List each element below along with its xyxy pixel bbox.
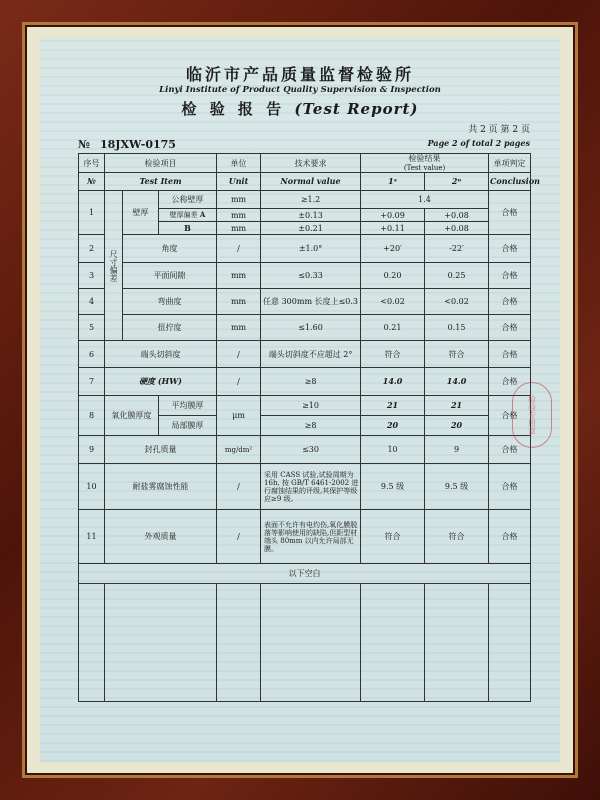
table-row	[79, 510, 531, 564]
report-number-label: №	[78, 138, 90, 151]
row-result-1: 14.0	[361, 368, 425, 396]
row-verdict: 合格	[489, 191, 531, 235]
group-dimension: 尺寸偏差	[105, 191, 123, 341]
row-unit: mm	[217, 315, 261, 341]
row-no: 10	[79, 464, 105, 510]
empty-row	[79, 584, 531, 702]
empty-cell	[489, 584, 531, 702]
row-result-2: 0.25	[425, 263, 489, 289]
header-item: 检验项目	[105, 154, 217, 173]
row-verdict: 合格	[489, 510, 531, 564]
table-row	[79, 235, 531, 263]
row-result-2: 0.15	[425, 315, 489, 341]
table-row	[79, 289, 531, 315]
table-row	[79, 396, 531, 416]
row-item: 耐盐雾腐蚀性能	[105, 464, 217, 510]
row-unit: μm	[217, 396, 261, 436]
row-result-1: 20	[361, 416, 425, 436]
row-unit: mg/dm²	[217, 436, 261, 464]
row-result-2: 9.5 级	[425, 464, 489, 510]
row-unit: mm	[217, 222, 261, 235]
header-result-sub: (Test value)	[403, 164, 446, 173]
header-result-2: 2ⁿ	[425, 173, 489, 191]
table-row	[79, 191, 531, 209]
group-wall: 壁厚	[123, 191, 159, 235]
row-no: 4	[79, 289, 105, 315]
page-count-cn: 共 2 页 第 2 页	[468, 125, 530, 135]
row-verdict: 合格	[489, 368, 531, 396]
row-verdict: 合格	[489, 263, 531, 289]
row-no: 11	[79, 510, 105, 564]
row-item: 平均膜厚	[159, 396, 217, 416]
row-result-2: <0.02	[425, 289, 489, 315]
row-no: 6	[79, 341, 105, 368]
row-item: 局部膜厚	[159, 416, 217, 436]
table-row	[79, 436, 531, 464]
header-requirement-en: Normal value	[261, 173, 361, 191]
row-item: 外观质量	[105, 510, 217, 564]
institute-name-en: Linyi Institute of Product Quality Supervision & Inspection	[159, 85, 441, 95]
group-oxide: 氧化膜厚度	[105, 396, 159, 436]
row-requirement: 表面不允许有电灼伤,氧化膜脱落等影响使用的缺陷,但距型材端头 80mm 以内允许局部无膜。	[261, 510, 361, 564]
row-verdict: 合格	[489, 341, 531, 368]
row-item	[159, 209, 217, 222]
empty-cell	[261, 584, 361, 702]
row-unit: /	[217, 235, 261, 263]
row-requirement: ≤0.33	[261, 263, 361, 289]
row-requirement: ≤1.60	[261, 315, 361, 341]
row-result-2: 21	[425, 396, 489, 416]
row-item	[159, 222, 217, 235]
report-title	[40, 98, 560, 119]
empty-cell	[79, 584, 105, 702]
row-verdict: 合格	[489, 464, 531, 510]
page-count-en: Page 2 of total 2 pages	[427, 138, 530, 148]
header-result	[361, 154, 489, 173]
row-item: 弯曲度	[123, 289, 217, 315]
row-requirement: 端头切斜度不应超过 2°	[261, 341, 361, 368]
row-requirement: ≥10	[261, 396, 361, 416]
row-result-1: 21	[361, 396, 425, 416]
report-title-en: (Test Report)	[294, 100, 419, 118]
row-unit: mm	[217, 191, 261, 209]
header-row-cn	[79, 154, 531, 173]
empty-cell	[361, 584, 425, 702]
header-verdict: 单项判定	[489, 154, 531, 173]
row-requirement: 采用 CASS 试验,试验周期为 16h, 按 GB/T 6461-2002 进行腐蚀结果的评级,其保护等级应≥9 级。	[261, 464, 361, 510]
row-result-2: +0.08	[425, 222, 489, 235]
row-verdict: 合格	[489, 289, 531, 315]
header-row-en	[79, 173, 531, 191]
row-result-1: 0.20	[361, 263, 425, 289]
blank-note: 以下空白	[79, 564, 531, 584]
inspection-seal: 检验专用章	[512, 382, 552, 448]
row-requirement: ±0.13	[261, 209, 361, 222]
header-no-en: №	[79, 173, 105, 191]
row-unit: /	[217, 368, 261, 396]
table-row	[79, 368, 531, 396]
row-item: 封孔质量	[105, 436, 217, 464]
row-item: 端头切斜度	[105, 341, 217, 368]
report-title-cn: 检 验 报 告	[181, 100, 286, 118]
row-no: 1	[79, 191, 105, 235]
row-sub-a: A	[199, 210, 206, 220]
row-unit: /	[217, 510, 261, 564]
row-no: 3	[79, 263, 105, 289]
institute-name-cn: 临沂市产品质量监督检验所	[185, 65, 414, 84]
row-result-1: <0.02	[361, 289, 425, 315]
row-sub-b: B	[184, 222, 191, 233]
row-result-1: 9.5 级	[361, 464, 425, 510]
header-unit: 单位	[217, 154, 261, 173]
row-requirement: 任意 300mm 长度上≤0.3	[261, 289, 361, 315]
row-result-2: -22′	[425, 235, 489, 263]
row-item: 平面间隙	[123, 263, 217, 289]
row-result-1: 0.21	[361, 315, 425, 341]
row-result-2: 20	[425, 416, 489, 436]
header-result-1: 1ˢ	[361, 173, 425, 191]
row-verdict: 合格	[489, 436, 531, 464]
row-verdict: 合格	[489, 235, 531, 263]
report-number	[78, 138, 186, 151]
row-result-2: 14.0	[425, 368, 489, 396]
row-item: 硬度 (HW)	[105, 368, 217, 396]
blank-note-row	[79, 564, 531, 584]
header-no: 序号	[79, 154, 105, 173]
row-requirement: ≥8	[261, 368, 361, 396]
table-row	[79, 315, 531, 341]
header-verdict-en: Conclusion	[489, 173, 531, 191]
header-result-cn: 检验结果	[408, 154, 441, 163]
row-result-1: 10	[361, 436, 425, 464]
row-result-1: 符合	[361, 341, 425, 368]
row-result-2: 9	[425, 436, 489, 464]
row-no: 5	[79, 315, 105, 341]
header-item-en: Test Item	[105, 173, 217, 191]
empty-cell	[105, 584, 217, 702]
header-unit-en: Unit	[217, 173, 261, 191]
table-row	[79, 464, 531, 510]
row-item: 角度	[123, 235, 217, 263]
row-result-1: +0.09	[361, 209, 425, 222]
group-wall-dev: 壁厚偏差	[169, 211, 198, 220]
row-result-1: +0.11	[361, 222, 425, 235]
row-unit: mm	[217, 263, 261, 289]
row-requirement: ≥1.2	[261, 191, 361, 209]
row-result-1: 符合	[361, 510, 425, 564]
row-item: 公称壁厚	[159, 191, 217, 209]
row-no: 2	[79, 235, 105, 263]
header-requirement: 技术要求	[261, 154, 361, 173]
row-result-2: 符合	[425, 510, 489, 564]
row-unit: /	[217, 464, 261, 510]
row-result-2: +0.08	[425, 209, 489, 222]
row-verdict: 合格	[489, 396, 531, 436]
row-result-1: +20′	[361, 235, 425, 263]
row-no: 9	[79, 436, 105, 464]
row-requirement: ≤30	[261, 436, 361, 464]
row-requirement: ≥8	[261, 416, 361, 436]
row-result: 1.4	[361, 191, 489, 209]
row-item: 扭拧度	[123, 315, 217, 341]
table-row	[79, 341, 531, 368]
row-unit: mm	[217, 289, 261, 315]
empty-cell	[425, 584, 489, 702]
row-requirement: ±0.21	[261, 222, 361, 235]
table-row	[79, 263, 531, 289]
row-no: 8	[79, 396, 105, 436]
row-requirement: ±1.0°	[261, 235, 361, 263]
row-result-2: 符合	[425, 341, 489, 368]
test-report-document	[40, 38, 560, 762]
row-unit: mm	[217, 209, 261, 222]
empty-cell	[217, 584, 261, 702]
report-number-value: 18JXW-0175	[99, 138, 176, 151]
row-verdict: 合格	[489, 315, 531, 341]
row-unit: /	[217, 341, 261, 368]
row-no: 7	[79, 368, 105, 396]
